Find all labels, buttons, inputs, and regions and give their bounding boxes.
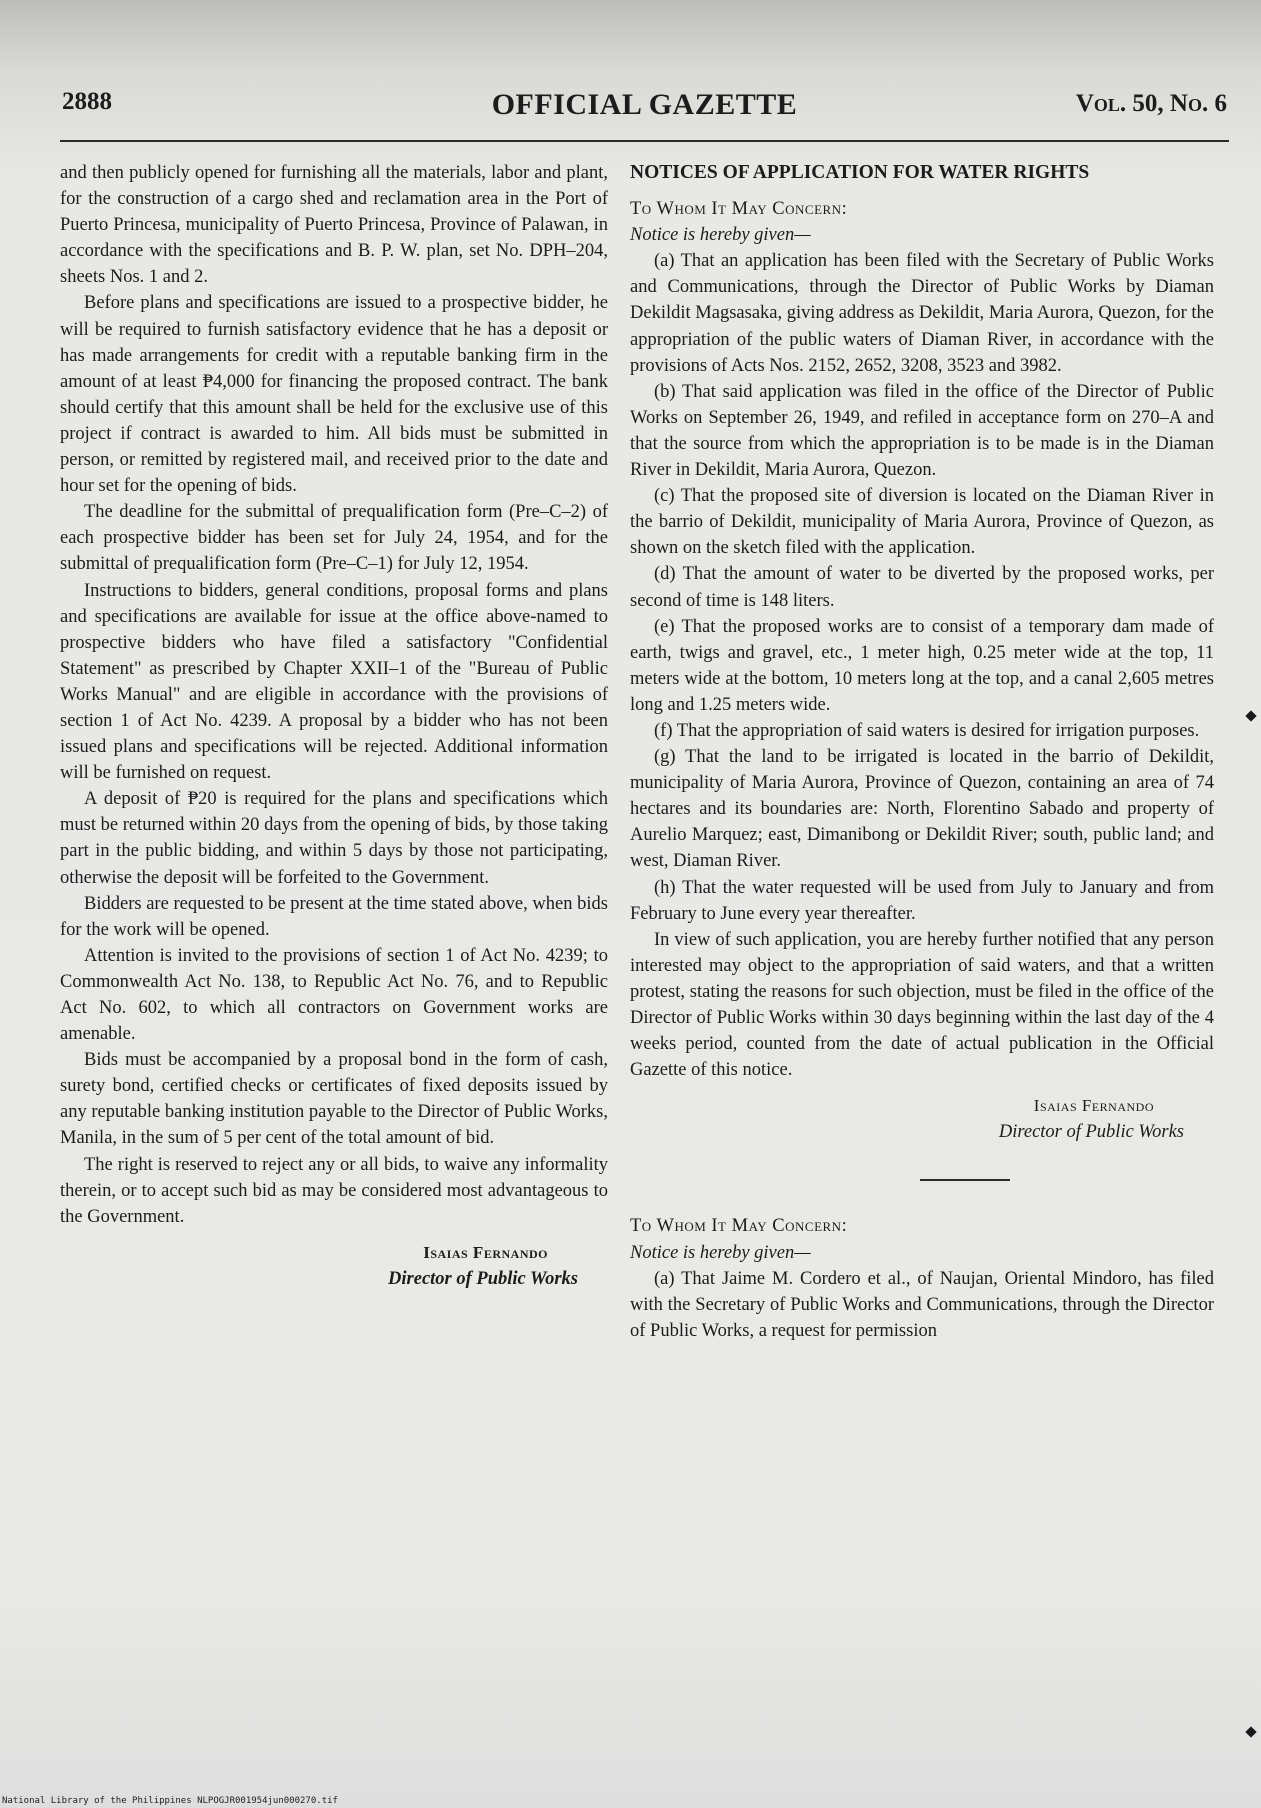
left-paragraph: Before plans and specifications are issued to a prospective bidder, he will be required to furnish satisfactory evidence that he has a deposit or has made arrangements for credit with a reputable banking firm in the amount of at least ₱4,000 for financing the proposed contract. The bank should certify that this amount shall be held for the exclusive use of this project if contract is awarded to him. All bids must be submitted in person, or remitted by registered mail, and received prior to the date and hour set for the opening of bids. xyxy=(60,293,608,497)
notice-paragraph: (f) That the appropriation of said waters is desired for irrigation purposes. xyxy=(654,720,1200,741)
right-column xyxy=(630,160,1214,1344)
salutation: To Whom It May Concern: xyxy=(630,199,848,220)
right-signature xyxy=(630,1093,1214,1145)
left-paragraph: The deadline for the submittal of prequalification form (Pre–C–2) of each prospective bidder has been set for July 24, 1954, and for the submittal of prequalification form (Pre–C–1) for July 12, 1954. xyxy=(60,502,608,575)
signatory-name: Isaias Fernando xyxy=(423,1242,548,1262)
left-paragraph: Instructions to bidders, general conditions, proposal forms and plans and specifications are available for issue at the office above-named to prospective bidders who have filed a satisfactory "Confidential Statement" as prescribed by Chapter XXII–1 of the "Bureau of Public Works Manual" and are eligible in accordance with the provisions of section 1 of Act No. 4239. A proposal by a bidder who has not been issued plans and specifications will be rejected. Additional information will be furnished on request. xyxy=(60,580,608,784)
notice-given: Notice is hereby given— xyxy=(630,1242,811,1263)
notice-paragraph: (g) That the land to be irrigated is located in the barrio of Dekildit, municipality of Maria Aurora, Province of Quezon, containing an area of 74 hectares and its boundaries are: North, Florentino Sabado and property of Aurelio Marquez; east, Dimanibong or Dekildit River; south, public land; and west, Diaman River. xyxy=(630,747,1214,872)
notice-paragraph: (d) That the amount of water to be diverted by the proposed works, per second of time is 148 liters. xyxy=(630,564,1214,611)
signatory-title: Director of Public Works xyxy=(388,1268,578,1289)
notice-paragraph: (e) That the proposed works are to consist of a temporary dam made of earth, twigs and gravel, etc., 1 meter high, 0.25 meter wide at the top, 11 meters wide at the bottom, 10 meters long at the top, and a canal 2,605 metres long and 1.25 meters wide. xyxy=(630,616,1214,715)
header-rule xyxy=(60,140,1229,142)
left-column xyxy=(60,160,608,1292)
scan-mark xyxy=(1245,710,1256,721)
signatory-title: Director of Public Works xyxy=(998,1122,1184,1143)
page-header xyxy=(62,88,1227,134)
left-paragraph: Bids must be accompanied by a proposal bond in the form of cash, surety bond, certified checks or certificates of fixed deposits issued by any reputable banking institution payable to the Director of Public Works, Manila, in the sum of 5 per cent of the total amount of bid. xyxy=(60,1050,608,1149)
volume-number: Vol. 50, No. 6 xyxy=(1075,90,1227,117)
notice-paragraph: (h) That the water requested will be used from July to January and from February to June every year thereafter. xyxy=(630,877,1214,924)
notice-paragraph: (b) That said application was filed in the office of the Director of Public Works on September 26, 1949, and refiled in acceptance form on 270–A and that the source from which the appropriation is to be made is in the Diaman River in Dekildit, Maria Aurora, Quezon. xyxy=(630,381,1214,481)
left-paragraph: Bidders are requested to be present at the time stated above, when bids for the work will be opened. xyxy=(60,893,608,940)
scan-footer-note: National Library of the Philippines NLPOGJR001954jun000270.tif xyxy=(2,1796,338,1806)
left-paragraph: The right is reserved to reject any or all bids, to waive any informality therein, or to accept such bid as may be considered most advantageous to the Government. xyxy=(60,1154,608,1227)
notice-paragraph: (a) That an application has been filed with the Secretary of Public Works and Communications, through the Director of Public Works by Diaman Dekildit Magsasaka, giving address as Dekildit, Maria Aurora, Quezon, for the appropriation of the public waters of Diaman River, in accordance with the provisions of Acts Nos. 2152, 2652, 3208, 3523 and 3982. xyxy=(630,251,1214,376)
notice-separator xyxy=(920,1179,1010,1181)
scan-mark xyxy=(1245,1726,1256,1737)
left-paragraph: and then publicly opened for furnishing all the materials, labor and plant, for the construction of a cargo shed and reclamation area in the Port of Puerto Princesa, municipality of Puerto Princesa, Province of Palawan, in accordance with the specifications and B. P. W. plan, set No. DPH–204, sheets Nos. 1 and 2. xyxy=(60,163,608,288)
notice-given: Notice is hereby given— xyxy=(630,225,811,246)
left-paragraph: A deposit of ₱20 is required for the plans and specifications which must be returned within 20 days from the opening of bids, by those taking part in the public bidding, and within 5 days by those not participating, otherwise the deposit will be forfeited to the Government. xyxy=(60,789,608,888)
notice-paragraph: In view of such application, you are hereby further notified that any person interested may object to the appropriation of said waters, and that a written protest, stating the reasons for such objection, must be filed in the office of the Director of Public Works within 30 days beginning within the last day of the 4 weeks period, counted from the date of actual publication in the Official Gazette of this notice. xyxy=(630,929,1214,1081)
left-signature xyxy=(60,1240,608,1292)
left-paragraph: Attention is invited to the provisions of section 1 of Act No. 4239; to Commonwealth Act No. 138, to Republic Act No. 76, and to Republic Act No. 602, to which all contractors on Government works are amenable. xyxy=(60,945,608,1045)
notice-paragraph: (c) That the proposed site of diversion is located on the Diaman River in the barrio of Dekildit, municipality of Maria Aurora, Province of Quezon, as shown on the sketch filed with the application. xyxy=(630,486,1214,559)
salutation: To Whom It May Concern: xyxy=(630,1216,848,1237)
publication-title: OFFICIAL GAZETTE xyxy=(491,88,798,121)
signatory-name: Isaias Fernando xyxy=(1033,1096,1154,1116)
page-number: 2888 xyxy=(62,88,112,115)
notice-paragraph: (a) That Jaime M. Cordero et al., of Naujan, Oriental Mindoro, has filed with the Secretary of Public Works and Communications, through the Director of Public Works, a request for permission xyxy=(630,1268,1214,1341)
section-title: NOTICES OF APPLICATION FOR WATER RIGHTS xyxy=(630,162,1090,183)
